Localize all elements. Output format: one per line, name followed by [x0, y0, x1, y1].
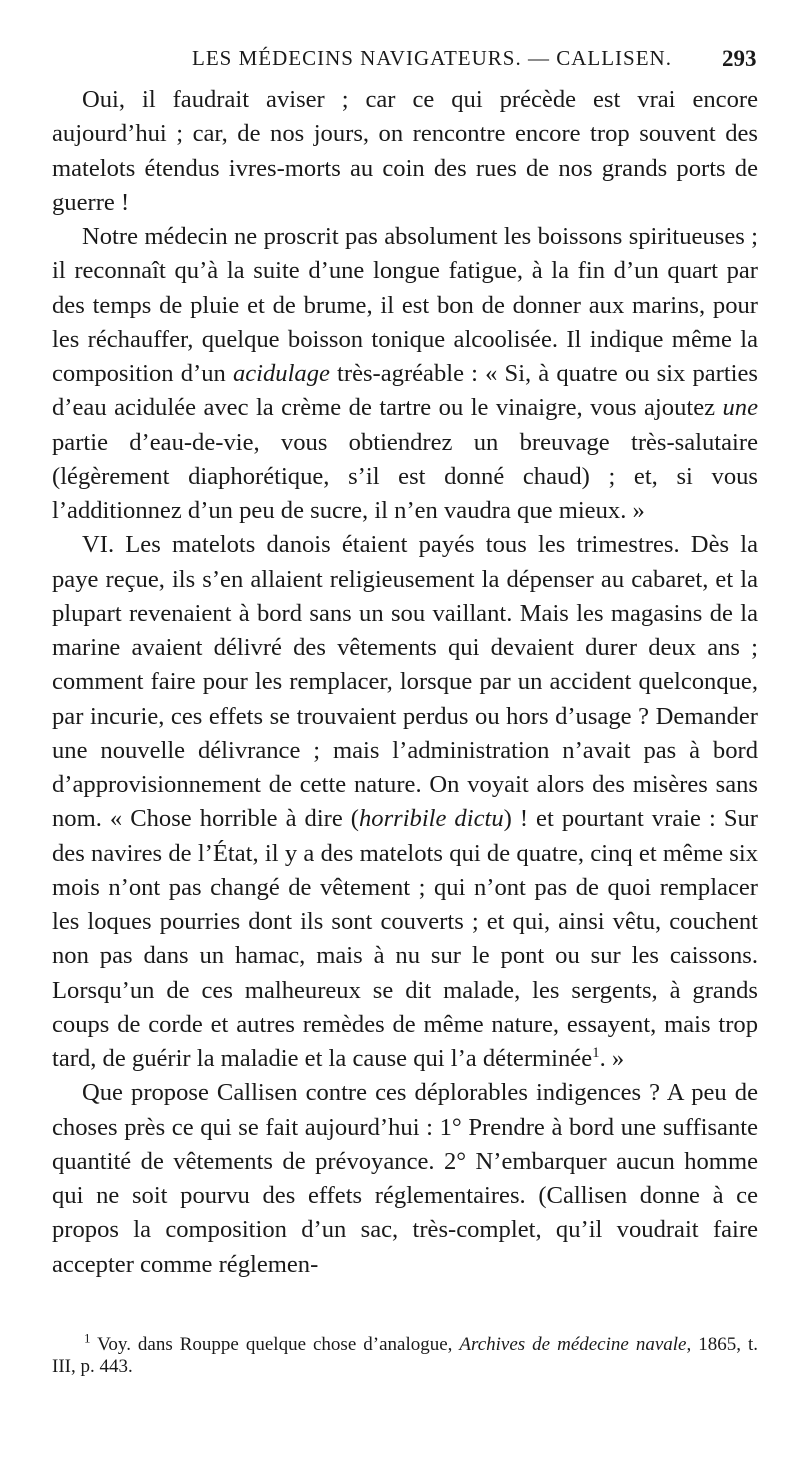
footnote-reference: 1	[592, 1044, 600, 1061]
footnote	[52, 1330, 758, 1378]
text-run: partie d’eau-de-vie, vous obtiendrez un breuvage très-salutaire (légèrement diaphorétique, s’il est donné chaud) ; et, si vous l’additionnez d’un peu de sucre, il n’en vaudra que mieux. »	[52, 428, 758, 524]
paragraph	[52, 83, 758, 220]
paragraph	[52, 1076, 758, 1282]
footnote-paragraph	[52, 1330, 758, 1378]
italic-text: horribile dictu	[358, 805, 504, 833]
page-header	[0, 46, 800, 78]
italic-text: acidulage	[232, 360, 330, 387]
footnote-text-run: Voy. dans Rouppe quelque chose d’analogue,	[90, 1334, 460, 1355]
text-run: ) ! et pourtant vraie : Sur des navires de l’État, il y a des matelots qui de quatre, cinq et même six mois n’ont pas changé de vêtement ; qui n’ont pas de quoi remplacer les loques pourries dont ils sont couverts ; et qui, ainsi vêtu, couchent non pas dans un hamac, mais à nu sur le pont ou sur les caissons. Lorsqu’un de ces malheureux se dit malade, les sergents, à grands coups de corde et autres remèdes de même nature, essayent, mais trop tard, de guérir la maladie et la cause qui l’a déterminée	[52, 805, 758, 1072]
text-run: Notre médecin ne proscrit pas absolument les boissons spiritueuses ; il reconnaît qu’à la suite d’une longue fatigue, à la fin d’un quart par des temps de pluie et de brume, il est bon de donner aux marins, pour les réchauffer, quelque boisson tonique alcoolisée. Il indique même la composition d’un	[52, 223, 758, 387]
body-text	[52, 83, 758, 1282]
text-run: Que propose Callisen contre ces déplorables indigences ? A peu de choses près ce qui se fait aujourd’hui : 1° Prendre à bord une suffisante quantité de vêtements de prévoyance. 2° N’embarquer aucun homme qui ne soit pourvu des effets réglementaires. (Callisen donne à ce propos la composition d’un sac, très-complet, qu’il voudrait faire accepter comme réglemen-	[52, 1079, 758, 1278]
text-run: VI. Les matelots danois étaient payés tous les trimestres. Dès la paye reçue, ils s’en allaient religieusement la dépenser au cabaret, et la plupart revenaient à bord sans un sou vaillant. Mais les magasins de la marine avaient délivré des vêtements qui devaient durer deux ans ; comment faire pour les remplacer, lorsque par un accident quelconque, par incurie, ces effets se trouvaient perdus ou hors d’usage ? Demander une nouvelle délivrance ; mais l’administration n’avait pas à bord d’approvisionnement de cette nature. On voyait alors des misères sans nom. « Chose horrible à dire (	[52, 531, 758, 833]
paragraph	[52, 220, 758, 528]
paragraph	[52, 528, 758, 1076]
page-number: 293	[722, 46, 757, 71]
italic-text: une	[722, 394, 758, 422]
footnote-text-run: , 1865, t. III, p. 443.	[52, 1334, 758, 1377]
footnote-italic-text: Archives de médecine navale	[459, 1334, 687, 1355]
footnote-mark: 1	[84, 1330, 91, 1346]
text-run: Oui, il faudrait aviser ; car ce qui précède est vrai encore aujourd’hui ; car, de nos jours, on rencontre encore trop souvent des matelots étendus ivres-morts au coin des rues de nos grands ports de guerre !	[52, 86, 758, 216]
running-title: LES MÉDECINS NAVIGATEURS. — CALLISEN.	[192, 46, 672, 70]
text-run: très-agréable : « Si, à quatre ou six parties d’eau acidulée avec la crème de tartre ou le vinaigre, vous ajoutez	[52, 360, 758, 422]
text-run: . »	[599, 1045, 625, 1072]
